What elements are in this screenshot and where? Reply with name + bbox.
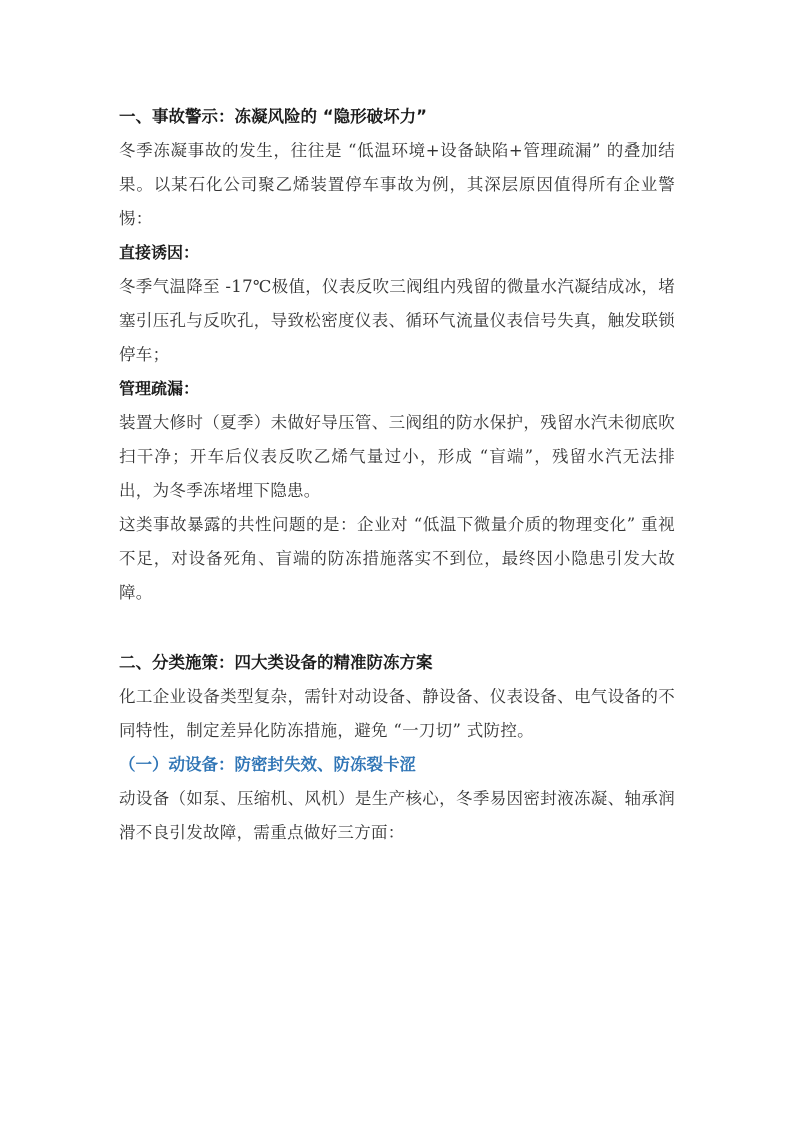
management-lapse-text: 装置大修时（夏季）未做好导压管、三阀组的防水保护，残留水汽未彻底吹扫干净；开车后仪表反吹乙烯气量过小，形成 “盲端”，残留水汽无法排出，为冬季冻堵埋下隐患。 [119,413,675,500]
document-page [119,100,675,850]
subsection1-text: 动设备（如泵、压缩机、风机）是生产核心，冬季易因密封液冻凝、轴承润滑不良引发故障，需重点做好三方面： [119,789,675,842]
section1-summary: 这类事故暴露的共性问题的是：企业对 “低温下微量介质的物理变化” 重视不足，对设备死角、盲端的防冻措施落实不到位，最终因小隐患引发大故障。 [119,515,675,602]
section1-heading: 一、事故警示：冻凝风险的 “隐形破坏力” [119,107,427,126]
direct-cause-text: 冬季气温降至 -17℃极值，仪表反吹三阀组内残留的微量水汽凝结成冰，堵塞引压孔与反吹孔，导致松密度仪表、循环气流量仪表信号失真，触发联锁停车； [119,277,675,364]
section2-intro: 化工企业设备类型复杂，需针对动设备、静设备、仪表设备、电气设备的不同特性，制定差异化防冻措施，避免 “一刀切” 式防控。 [119,687,675,740]
subsection1-heading: （一）动设备：防密封失效、防冻裂卡涩 [119,755,416,774]
direct-cause-label: 直接诱因： [119,243,200,262]
section2-heading: 二、分类施策：四大类设备的精准防冻方案 [119,653,433,672]
section1-intro: 冬季冻凝事故的发生，往往是 “低温环境+设备缺陷+管理疏漏” 的叠加结果。以某石化公司聚乙烯装置停车事故为例，其深层原因值得所有企业警惕： [119,141,675,228]
management-lapse-label: 管理疏漏： [119,379,200,398]
